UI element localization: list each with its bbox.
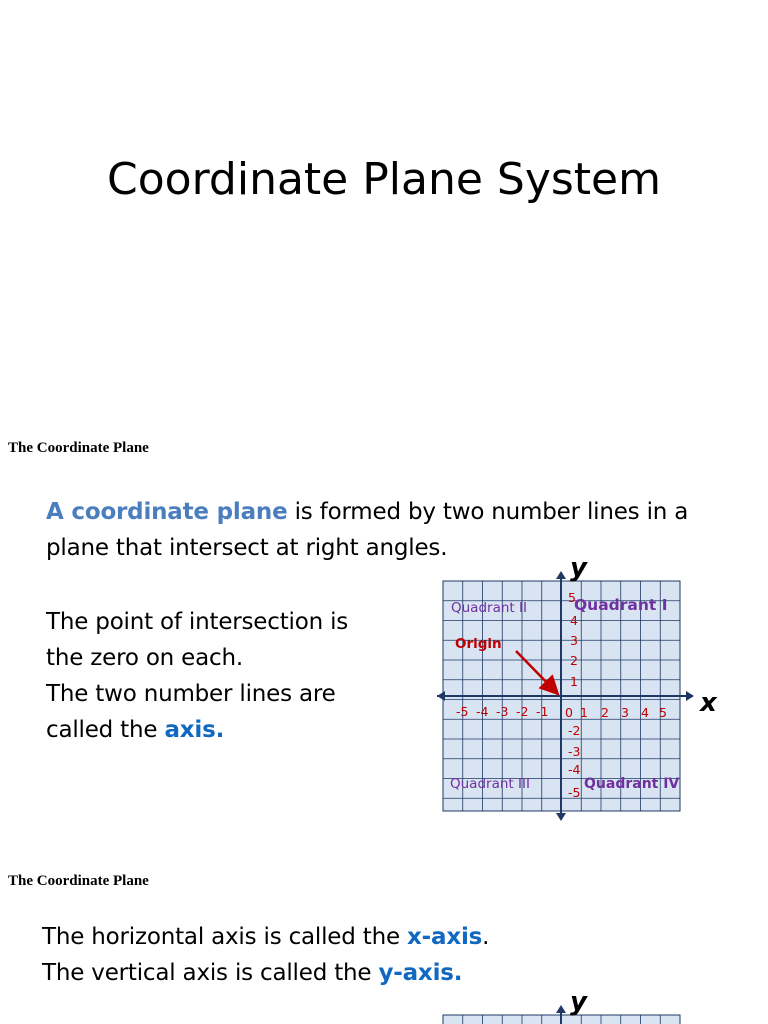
definition-text-line2: plane that intersect at right angles. [46,535,448,561]
intersection-line2: the zero on each. [46,645,243,671]
x-tick-label: -2 [516,704,529,719]
y-axis-sentence: The vertical axis is called the [42,960,379,986]
origin-label: Origin [455,636,502,652]
y-tick-label: 5 [568,590,576,605]
x-tick-label: 4 [641,705,649,720]
y-tick-label: 3 [570,633,578,648]
y-tick-label: -5 [568,785,581,800]
axis-line2-text: called the [46,717,165,743]
x-axis-sentence-end: . [482,924,490,950]
y-tick-label: 2 [570,653,578,668]
coordinate-plane-term: A coordinate plane [46,499,288,525]
y-axis-label: y [570,554,587,583]
slide-title: Coordinate Plane System [107,154,661,205]
intersection-line1: The point of intersection is [46,609,349,635]
x-tick-label: -1 [536,704,549,719]
slide-label: The Coordinate Plane [8,440,149,456]
quadrant-1-label: Quadrant I [574,596,668,614]
x-tick-label: 3 [621,705,629,720]
y-tick-label: -3 [568,744,581,759]
x-axis-arrow-left [437,691,445,701]
y-tick-label: 4 [570,613,578,628]
y-tick-label: 1 [570,674,578,689]
y-tick-label: -4 [568,762,581,777]
axis-line1: The two number lines are [46,681,336,707]
x-tick-label: 1 [580,705,588,720]
x-axis-term: x-axis [407,924,483,950]
x-tick-label: 5 [659,705,667,720]
y-axis-arrow-up [556,1005,566,1013]
y-axis-arrow-up [556,571,566,579]
definition-text: is formed by two number lines in a [287,499,689,525]
x-axis-arrow-right [686,691,694,701]
x-tick-label-zero: 0 [565,705,573,720]
x-tick-label: -4 [476,704,489,719]
quadrant-2-label: Quadrant II [451,600,527,616]
coordinate-plane-graph-partial [432,984,732,1024]
x-axis-label: x [700,688,717,718]
y-axis-arrow-down [556,813,566,821]
x-tick-label: -3 [496,704,509,719]
slide-label: The Coordinate Plane [8,873,149,889]
intersection-paragraph [46,604,406,748]
axes-paragraph [42,919,742,991]
quadrant-3-label: Quadrant III [450,776,530,792]
x-axis-sentence: The horizontal axis is called the [42,924,408,950]
y-axis-term: y-axis. [378,960,463,986]
axis-term: axis. [164,717,225,743]
y-axis-label: y [570,987,587,1017]
x-tick-label: 2 [601,705,609,720]
y-tick-label: -2 [568,723,581,738]
quadrant-4-label: Quadrant IV [584,776,680,792]
coordinate-plane-graph [432,554,732,824]
x-tick-label: -5 [456,704,469,719]
